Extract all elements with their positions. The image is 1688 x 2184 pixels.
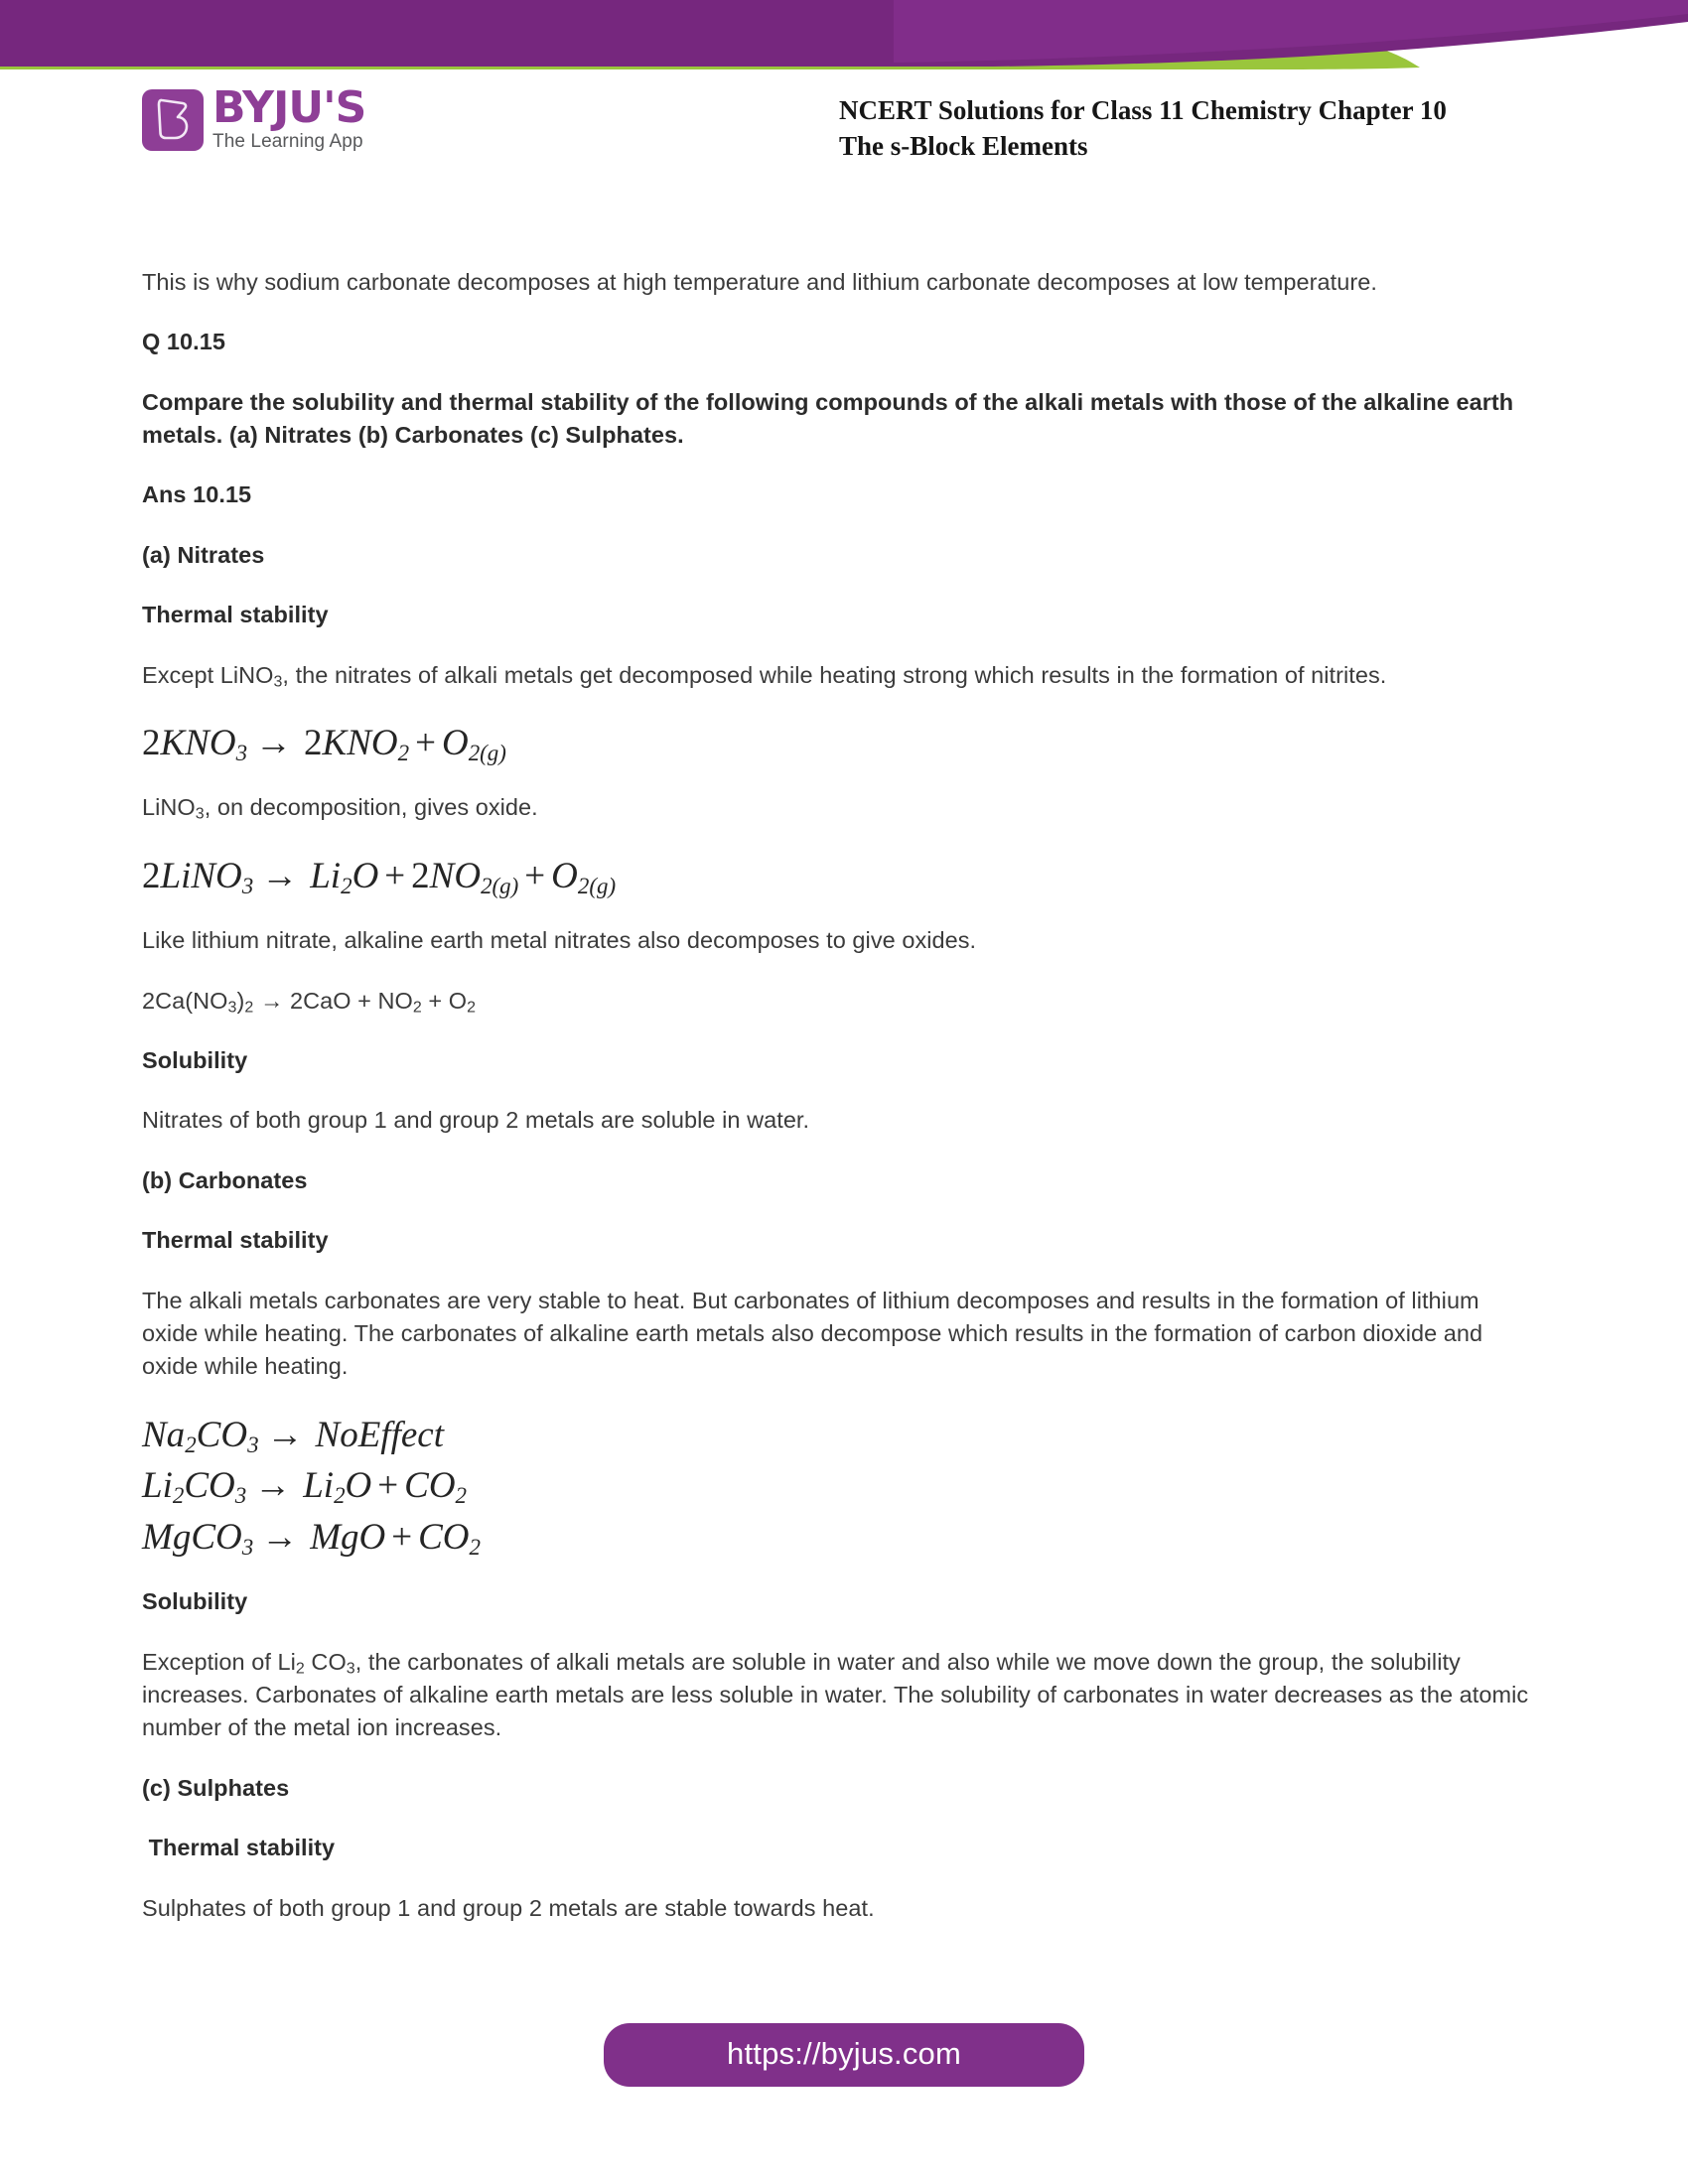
equation-kno3	[142, 719, 1530, 768]
eq-li2co3-lhs-sub: 2	[172, 1483, 185, 1509]
nitrate-intro-post: , the nitrates of alkali metals get decomposed while heating strong which results in the formation of nitrites.	[282, 661, 1387, 688]
eq-li2co3-lhs-b-sub: 3	[234, 1483, 247, 1509]
intro-paragraph: This is why sodium carbonate decomposes at high temperature and lithium carbonate decomposes at low temperature.	[142, 269, 1377, 295]
eq-lino3-r1-sub: 2	[341, 873, 352, 898]
eq-na2co3-rhs: NoEffect	[315, 1414, 444, 1455]
eq-na2co3-lhs-b: CO	[196, 1414, 248, 1455]
eq-mgco3-r2-sub: 2	[469, 1534, 481, 1560]
eq-kno3-lhs-coeff: 2	[142, 722, 161, 763]
logo-wordmark: BYJU'S	[212, 82, 366, 133]
byjus-logo	[142, 82, 366, 152]
page-title-line-2: The s-Block Elements	[839, 130, 1088, 161]
solubility-heading-b: Solubility	[142, 1588, 248, 1615]
lino3-decomposition-line	[142, 791, 1530, 824]
section-c-heading: (c) Sulphates	[142, 1774, 290, 1801]
equation-lino3	[142, 852, 1530, 901]
purple-band	[0, 0, 1688, 67]
eq-cano3-pre: 2Ca(NO	[142, 987, 228, 1014]
question-text: Compare the solubility and thermal stability of the following compounds of the alkali metals with those of the alkaline earth metals. (a) Nitrates (b) Carbonates (c) Sulphates.	[142, 388, 1514, 449]
thermal-stability-heading-b: Thermal stability	[142, 1227, 329, 1254]
eq-li2co3-lhs: Li	[142, 1465, 173, 1507]
eq-mgco3-lhs: MgCO	[142, 1516, 242, 1558]
eq-cano3-sub-2: 2	[244, 999, 254, 1017]
footer	[0, 2023, 1688, 2087]
eq-lino3-r3: O	[551, 855, 578, 896]
eq-lino3-lhs-coeff: 2	[142, 855, 161, 896]
eq-li2co3-r1: Li	[303, 1465, 335, 1507]
eq-lino3-r2-sub: 2(g)	[481, 873, 519, 898]
byjus-url-button[interactable]: https://byjus.com	[604, 2023, 1084, 2087]
lino3-line-sub: 3	[195, 805, 205, 823]
nitrate-intro-pre: Except LiNO	[142, 661, 274, 688]
nitrate-intro-sub: 3	[273, 673, 283, 691]
question-number: Q 10.15	[142, 329, 225, 355]
eq-lino3-lhs-sub: 3	[241, 873, 254, 898]
alkaline-nitrate-line: Like lithium nitrate, alkaline earth metal nitrates also decomposes to give oxides.	[142, 927, 977, 954]
eq-li2co3-lhs-b: CO	[184, 1465, 235, 1507]
equation-na2co3	[142, 1411, 1530, 1460]
eq-na2co3-lhs: Na	[142, 1414, 186, 1455]
page-title-line-1: NCERT Solutions for Class 11 Chemistry Chapter 10	[839, 95, 1447, 125]
equation-li2co3	[142, 1461, 1530, 1511]
solubility-b-sub-2: 3	[346, 1660, 355, 1678]
eq-na2co3-lhs-b-sub: 3	[247, 1432, 259, 1457]
eq-kno3-r2: O	[441, 722, 469, 763]
green-band	[0, 33, 1420, 69]
eq-na2co3-lhs-sub: 2	[185, 1432, 197, 1457]
eq-kno3-r1-sub: 2	[397, 740, 410, 765]
eq-lino3-plus-2: +	[524, 855, 546, 896]
eq-lino3-r1: Li	[310, 855, 342, 896]
equation-mgco3	[142, 1513, 1530, 1563]
solubility-heading-a: Solubility	[142, 1047, 248, 1074]
answer-number: Ans 10.15	[142, 481, 252, 508]
eq-li2co3-arrow: →	[254, 1465, 292, 1507]
eq-cano3-sub-4: 2	[467, 999, 476, 1017]
eq-cano3-sub-3: 2	[412, 999, 422, 1017]
eq-kno3-plus: +	[415, 722, 436, 763]
eq-kno3-lhs: KNO	[160, 722, 236, 763]
eq-li2co3-r1b: O	[345, 1465, 372, 1507]
solubility-b-mid: CO	[304, 1648, 347, 1675]
thermal-stability-heading-a: Thermal stability	[142, 602, 329, 628]
eq-cano3-sub-1: 3	[227, 999, 237, 1017]
eq-mgco3-arrow: →	[261, 1516, 299, 1558]
solubility-b-post: , the carbonates of alkali metals are soluble in water and also while we move down the group, the solubility increases. Carbonates of alkaline earth metals are less soluble in water. The solubility of carbonates in water decreases as the atomic number of the metal ion increases.	[142, 1648, 1529, 1741]
eq-lino3-plus-1: +	[384, 855, 406, 896]
document-body	[142, 266, 1530, 1952]
eq-lino3-r2-coeff: 2	[411, 855, 430, 896]
eq-kno3-r2-sub: 2(g)	[468, 740, 506, 765]
eq-na2co3-arrow: →	[266, 1414, 304, 1455]
eq-kno3-r1-coeff: 2	[304, 722, 323, 763]
carbonate-thermal-paragraph: The alkali metals carbonates are very stable to heat. But carbonates of lithium decomposes and results in the formation of lithium oxide while heating. The carbonates of alkaline earth metals also decompose which results in the formation of carbon dioxide and oxide while heating.	[142, 1287, 1483, 1380]
eq-mgco3-r1: MgO	[310, 1516, 386, 1558]
eq-kno3-lhs-sub: 3	[235, 740, 248, 765]
page-title	[839, 93, 1447, 164]
sulphate-text: Sulphates of both group 1 and group 2 metals are stable towards heat.	[142, 1894, 875, 1921]
eq-li2co3-r1-sub: 2	[334, 1483, 346, 1509]
eq-lino3-lhs: LiNO	[160, 855, 242, 896]
byjus-logo-mark-icon	[142, 89, 204, 151]
solubility-b-pre: Exception of Li	[142, 1648, 296, 1675]
eq-cano3-mid: )	[236, 987, 245, 1014]
lino3-line-pre: LiNO	[142, 794, 196, 821]
eq-lino3-arrow: →	[261, 855, 299, 896]
eq-mgco3-lhs-sub: 3	[241, 1534, 254, 1560]
eq-lino3-r2: NO	[429, 855, 482, 896]
section-b-heading: (b) Carbonates	[142, 1166, 308, 1193]
solubility-b-sub-1: 2	[295, 1660, 305, 1678]
solubility-a-text: Nitrates of both group 1 and group 2 metals are soluble in water.	[142, 1107, 810, 1134]
eq-kno3-arrow: →	[255, 722, 293, 763]
eq-li2co3-r2-sub: 2	[455, 1483, 468, 1509]
eq-kno3-r1: KNO	[322, 722, 398, 763]
eq-cano3-post: + O	[421, 987, 468, 1014]
section-a-heading: (a) Nitrates	[142, 541, 265, 568]
eq-mgco3-r2: CO	[418, 1516, 470, 1558]
eq-lino3-r3-sub: 2(g)	[577, 873, 617, 898]
eq-mgco3-plus: +	[391, 1516, 413, 1558]
nitrate-thermal-paragraph	[142, 659, 1530, 692]
eq-li2co3-plus: +	[377, 1465, 399, 1507]
lino3-line-post: , on decomposition, gives oxide.	[204, 794, 538, 821]
eq-li2co3-r2: CO	[404, 1465, 456, 1507]
logo-tagline: The Learning App	[212, 130, 363, 152]
solubility-b-text	[142, 1646, 1530, 1745]
equation-cano3	[142, 985, 1530, 1018]
thermal-stability-heading-c: Thermal stability	[142, 1835, 336, 1861]
eq-cano3-arrow: → 2CaO + NO	[253, 987, 413, 1014]
purple-band-highlight	[894, 0, 1688, 63]
eq-lino3-r1b: O	[352, 855, 379, 896]
